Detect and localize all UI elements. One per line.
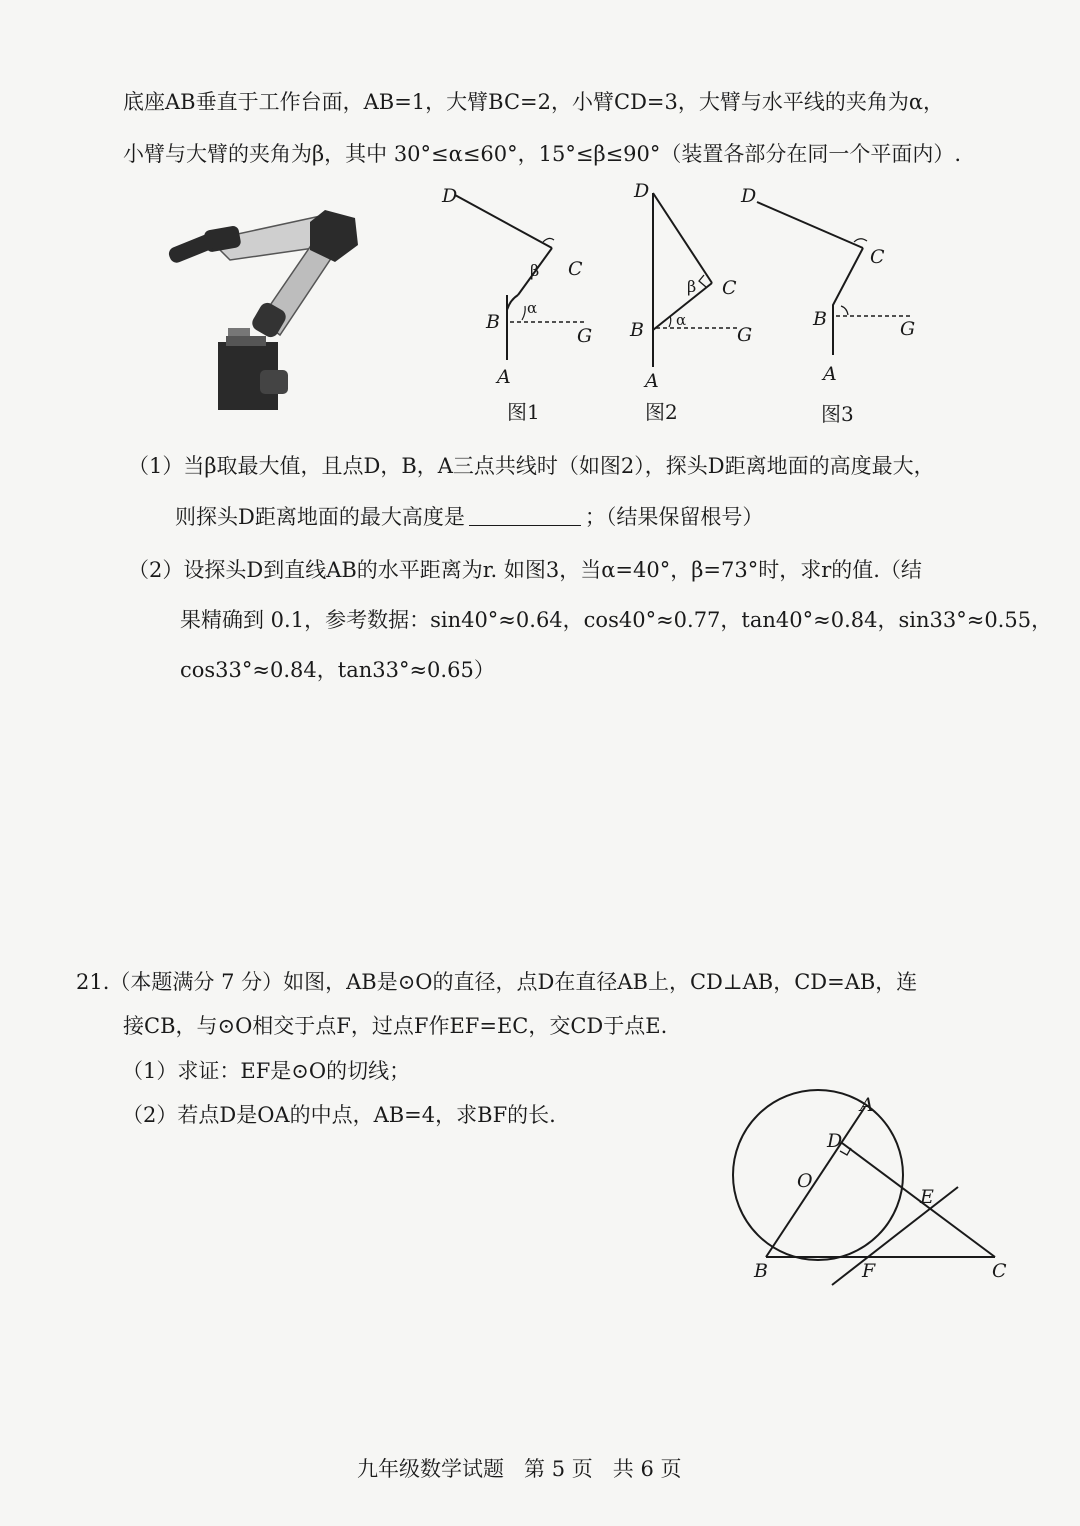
fig1-label-a: A <box>497 366 511 388</box>
figure-3 <box>735 180 925 390</box>
p20-q2-line3: cos33°≈0.84，tan33°≈0.65） <box>180 658 495 682</box>
p21-q2: （2）若点D是OA的中点，AB=4，求BF的长. <box>122 1103 556 1127</box>
fig1-label-b: B <box>486 311 500 333</box>
fig21-label-o: O <box>797 1170 813 1192</box>
figure-21 <box>720 1085 1020 1290</box>
p20-q1-line2-pre: 则探头D距离地面的最大高度是 <box>175 505 465 529</box>
fig1-caption: 图1 <box>507 400 540 424</box>
fig3-label-a: A <box>823 363 837 385</box>
fig3-label-g: G <box>900 318 916 340</box>
fig21-label-e: E <box>920 1186 934 1208</box>
fig21-label-f: F <box>862 1260 876 1282</box>
fig2-label-b: B <box>630 319 644 341</box>
fig3-label-c: C <box>870 246 885 268</box>
fig21-label-a: A <box>860 1094 874 1116</box>
p21-line1: 21.（本题满分 7 分）如图，AB是⊙O的直径，点D在直径AB上，CD⊥AB，CD=AB，连 <box>76 970 918 994</box>
fig2-label-g: G <box>737 324 753 346</box>
p20-q1-line2 <box>175 503 763 531</box>
fig3-caption: 图3 <box>821 402 854 426</box>
fig21-label-d: D <box>827 1130 843 1152</box>
p20-intro-line1: 底座AB垂直于工作台面，AB=1，大臂BC=2，小臂CD=3，大臂与水平线的夹角为α， <box>123 90 945 114</box>
p20-q1-line2-post: ；（结果保留根号） <box>584 505 764 529</box>
p20-q1-line1: （1）当β取最大值，且点D，B，A三点共线时（如图2），探头D距离地面的高度最大， <box>128 454 935 478</box>
fig3-label-d: D <box>741 185 757 207</box>
fig3-label-b: B <box>813 308 827 330</box>
fig1-label-alpha: α <box>527 299 538 317</box>
fig1-label-beta: β <box>530 261 540 280</box>
fig2-label-alpha: α <box>676 311 687 329</box>
p21-line2: 接CB，与⊙O相交于点F，过点F作EF=EC，交CD于点E. <box>123 1014 668 1038</box>
fig1-label-c: C <box>568 258 583 280</box>
fig21-label-b: B <box>754 1260 768 1282</box>
fig1-label-g: G <box>577 325 593 347</box>
figure-1 <box>430 180 610 395</box>
p20-intro-line2: 小臂与大臂的夹角为β，其中 30°≤α≤60°，15°≤β≤90°（装置各部分在同一个平面内）. <box>123 142 962 166</box>
fig2-label-c: C <box>722 277 737 299</box>
p21-q1: （1）求证：EF是⊙O的切线； <box>122 1059 411 1083</box>
fig2-label-beta: β <box>687 277 697 296</box>
robot-arm-image <box>160 200 370 415</box>
fig21-label-c: C <box>992 1260 1007 1282</box>
fig1-label-d: D <box>442 185 458 207</box>
fig2-caption: 图2 <box>645 400 678 424</box>
fig2-label-a: A <box>645 370 659 392</box>
fig2-label-d: D <box>634 180 650 202</box>
p20-q2-line2: 果精确到 0.1，参考数据：sin40°≈0.64，cos40°≈0.77，tan40°≈0.84，sin33°≈0.55， <box>180 608 1053 632</box>
answer-blank[interactable] <box>469 505 581 526</box>
page-footer: 九年级数学试题 第 5 页 共 6 页 <box>357 1457 682 1481</box>
p20-q2-line1: （2）设探头D到直线AB的水平距离为r. 如图3，当α=40°，β=73°时，求r的值.（结 <box>128 558 922 582</box>
